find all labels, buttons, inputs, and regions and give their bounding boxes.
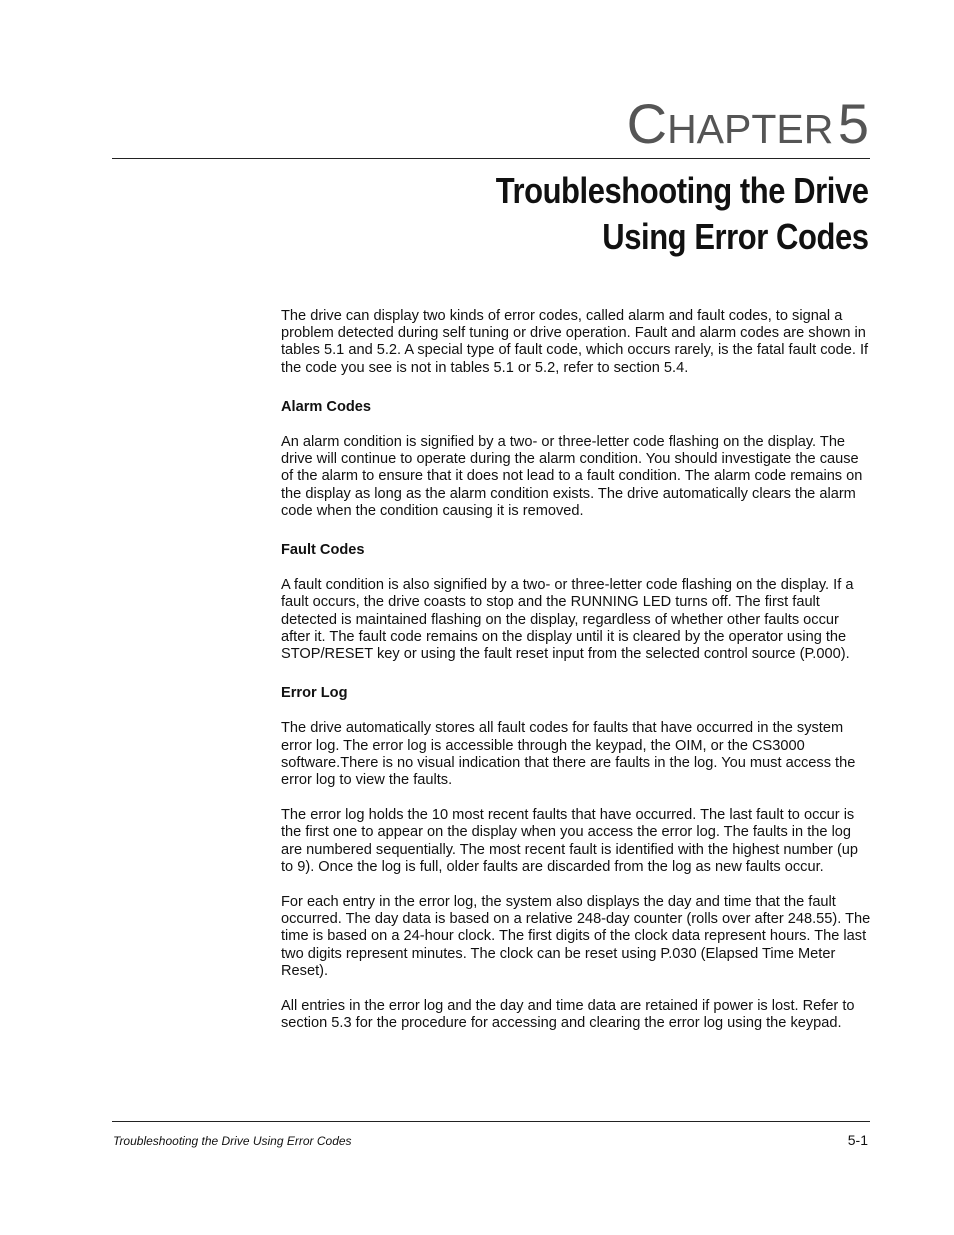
error-log-heading: Error Log [281,685,348,702]
alarm-codes-paragraph: An alarm condition is signified by a two- or three-letter code flashing on the display. The drive will continue to operate during the alarm condition. You should investigate the cause of the alarm to ensure that it does not lead to a fault condition. The alarm code remains on the display as long as the alarm condition exists. The drive automatically clears the alarm code when the condition causing it is removed. [281,434,863,519]
error-log-paragraph-3: For each entry in the error log, the system also displays the day and time that the fault occurred. The day data is based on a relative 248-day counter (rolls over after 248.55). The time is based on a 24-hour clock. The first digits of the clock data represent hours. The last two digits represent minutes. The clock can be reset using P.030 (Elapsed Time Meter Reset). [281,894,871,979]
fault-codes-paragraph: A fault condition is also signified by a two- or three-letter code flashing on the display. If a fault occurs, the drive coasts to stop and the RUNNING LED turns off. The first fault detected is maintained flashing on the display, regardless of whether other faults occur after it. The fault code remains on the display until it is cleared by the operator using the STOP/RESET key or using the fault reset input from the selected control source (P.000). [281,577,854,663]
chapter-initial: C [626,92,668,155]
fault-codes-heading: Fault Codes [281,542,365,559]
footer-divider [112,1121,870,1122]
chapter-word: HAPTER [667,106,834,152]
error-log-paragraph-2: The error log holds the 10 most recent faults that have occurred. The last fault to occur is the first one to appear on the display when you access the error log. The faults in the log are numbered sequentially. The most recent fault is identified with the highest number (up to 9). Once the log is full, older faults are discarded from the log as new faults occur. [281,807,859,875]
page-title-line-1: Troubleshooting the Drive [496,170,869,211]
page-number: 5-1 [847,1132,868,1148]
chapter-label [626,92,869,155]
page-title-line-2: Using Error Codes [602,216,869,257]
alarm-codes-heading: Alarm Codes [281,398,372,415]
footer-title: Troubleshooting the Drive Using Error Codes [113,1134,352,1148]
intro-paragraph: The drive can display two kinds of error codes, called alarm and fault codes, to signal a problem detected during self tuning or drive operation. Fault and alarm codes are shown in tables 5.1 and 5.2. A special type of fault code, which occurs rarely, is the fatal fault code. If the code you see is not in tables 5.1 or 5.2, refer to section 5.4. [281,308,869,376]
error-log-paragraph-1: The drive automatically stores all fault codes for faults that have occurred in the system error log. The error log is accessible through the keypad, the OIM, or the CS3000 software.There is no visual indication that there are faults in the log. You must access the error log to view the faults. [281,720,856,789]
main-content [281,308,871,1051]
error-log-paragraph-4: All entries in the error log and the day and time data are retained if power is lost. Refer to section 5.3 for the procedure for accessing and clearing the error log using the keypad. [281,998,855,1032]
page-title [496,168,869,260]
header-divider [112,158,870,159]
chapter-number: 5 [837,92,869,155]
